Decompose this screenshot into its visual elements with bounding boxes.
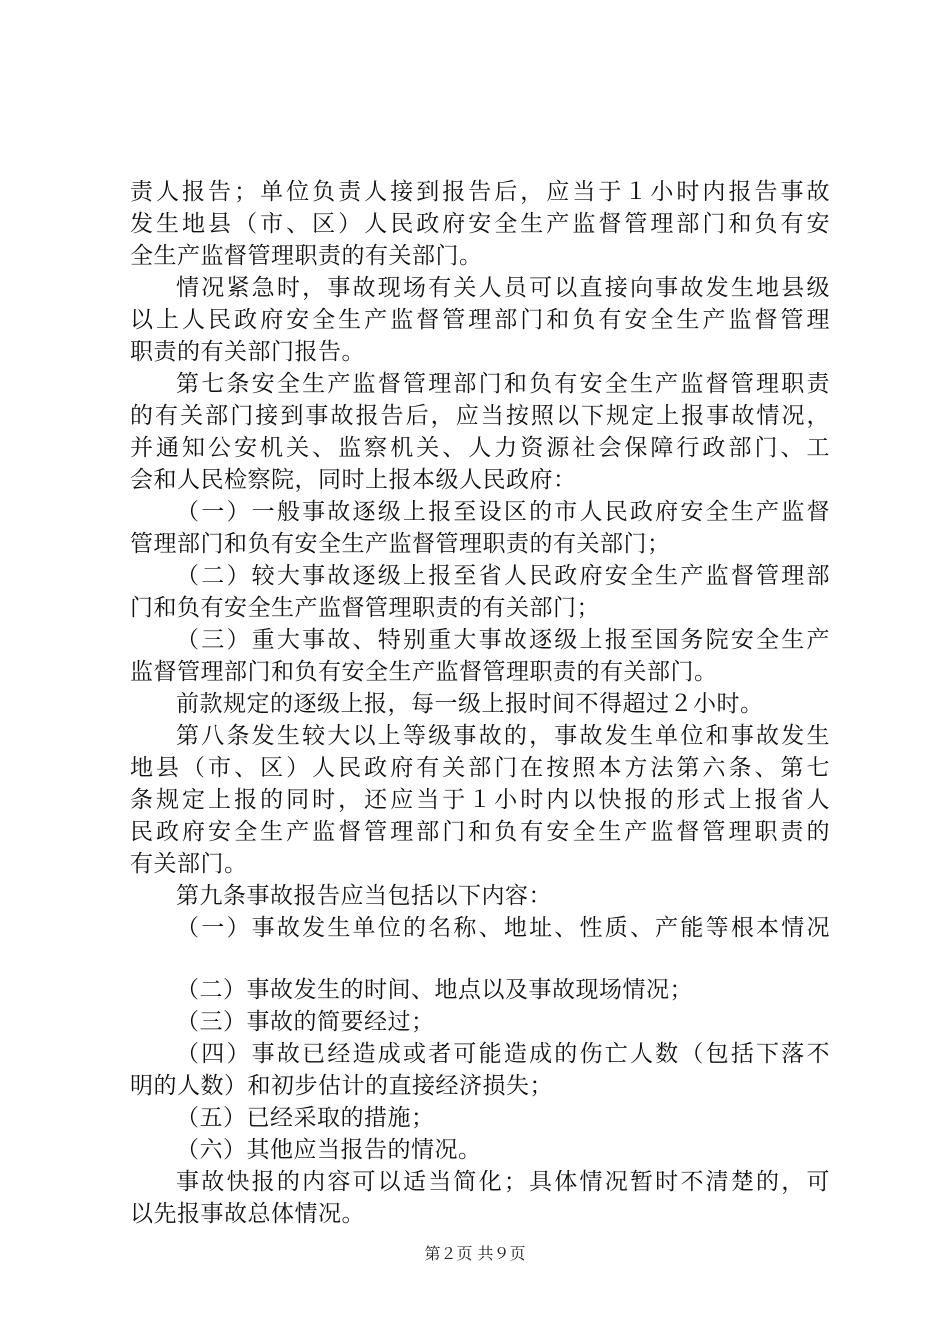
text-line: 全生产监督管理职责的有关部门。 — [130, 243, 483, 269]
text-line: （一）一般事故逐级上报至设区的市人民政府安全生产监督 — [176, 499, 830, 525]
text-line: 地县（市、区）人民政府有关部门在按照本方法第六条、第七 — [130, 755, 830, 781]
document-body — [130, 176, 830, 1230]
text-line: （六）其他应当报告的情况。 — [176, 1137, 482, 1163]
text-line: （五）已经采取的措施； — [176, 1105, 435, 1131]
text-line: 明的人数）和初步估计的直接经济损失； — [130, 1073, 553, 1099]
text-line: （二）较大事故逐级上报至省人民政府安全生产监督管理部 — [176, 563, 830, 589]
text-line: （四）事故已经造成或者可能造成的伤亡人数（包括下落不 — [176, 1041, 830, 1067]
text-line: 事故快报的内容可以适当简化；具体情况暂时不清楚的，可 — [176, 1169, 830, 1195]
text-line: 以先报事故总体情况。 — [130, 1201, 365, 1227]
text-line: 并通知公安机关、监察机关、人力资源社会保障行政部门、工 — [130, 435, 830, 461]
page-footer: 第２页 共９页 — [424, 1244, 526, 1263]
text-line: 民政府安全生产监督管理部门和负有安全生产监督管理职责的 — [130, 819, 830, 845]
text-line: 有关部门。 — [130, 851, 248, 877]
text-line: 职责的有关部门报告。 — [130, 339, 365, 365]
text-line: 情况紧急时，事故现场有关人员可以直接向事故发生地县级 — [176, 275, 830, 301]
text-line: 管理部门和负有安全生产监督管理职责的有关部门； — [130, 531, 671, 557]
text-line: （三）重大事故、特别重大事故逐级上报至国务院安全生产 — [176, 627, 830, 653]
paragraph-gap — [130, 944, 830, 974]
text-line: 发生地县（市、区）人民政府安全生产监督管理部门和负有安 — [130, 211, 830, 237]
text-line: 条规定上报的同时，还应当于１小时内以快报的形式上报省人 — [130, 787, 830, 813]
text-line: （二）事故发生的时间、地点以及事故现场情况； — [176, 977, 693, 1003]
text-line: 第九条事故报告应当包括以下内容： — [176, 883, 552, 909]
text-line: 第八条发生较大以上等级事故的，事故发生单位和事故发生 — [176, 723, 830, 749]
text-line: 以上人民政府安全生产监督管理部门和负有安全生产监督管理 — [130, 307, 830, 333]
text-line: 会和人民检察院，同时上报本级人民政府： — [130, 467, 577, 493]
text-line: 门和负有安全生产监督管理职责的有关部门； — [130, 595, 600, 621]
text-line: 监督管理部门和负有安全生产监督管理职责的有关部门。 — [130, 659, 718, 685]
text-line: （三）事故的简要经过； — [176, 1009, 435, 1035]
text-line: 第七条安全生产监督管理部门和负有安全生产监督管理职责 — [176, 371, 830, 397]
text-line: 责人报告；单位负责人接到报告后，应当于１小时内报告事故 — [130, 179, 830, 205]
text-line: （一）事故发生单位的名称、地址、性质、产能等根本情况 — [176, 915, 830, 941]
text-line: 前款规定的逐级上报，每一级上报时间不得超过２小时。 — [176, 691, 764, 717]
text-line: 的有关部门接到事故报告后，应当按照以下规定上报事故情况， — [130, 403, 830, 429]
